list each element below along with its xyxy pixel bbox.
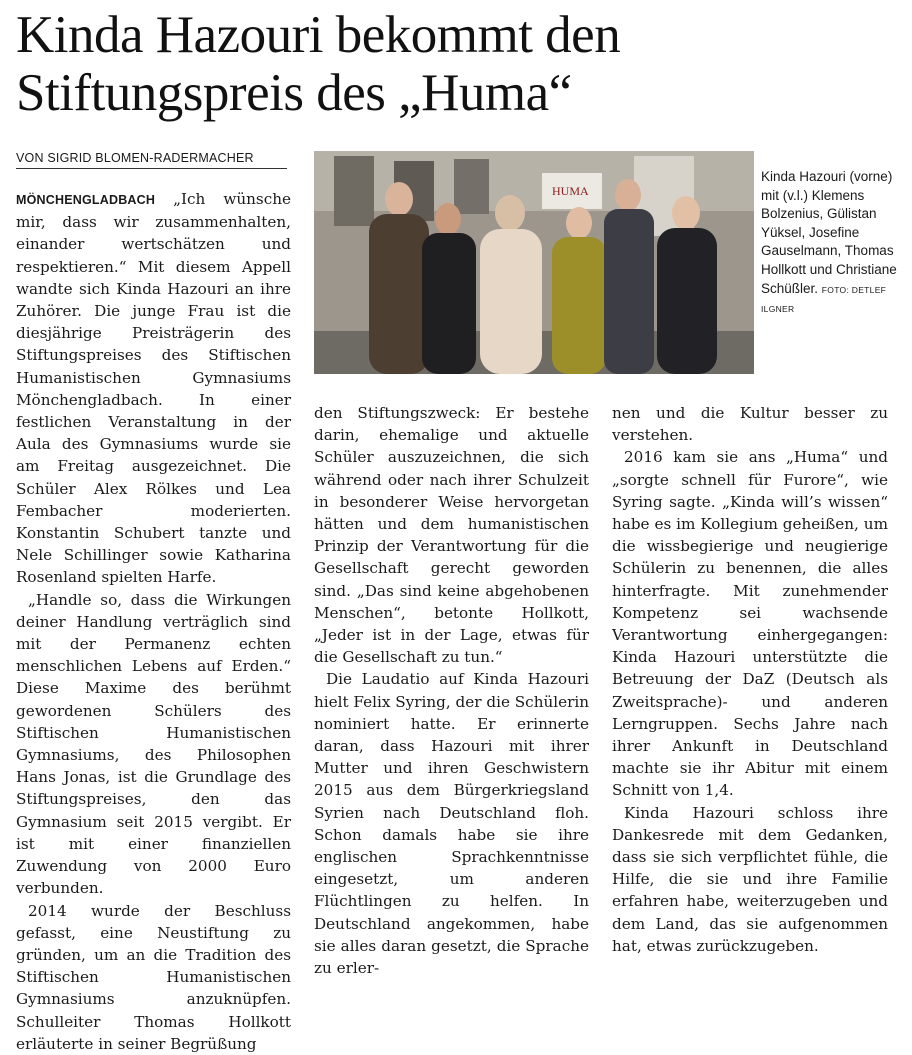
- paragraph-3-continued: den Stiftungszweck: Er bestehe darin, ehemalige und aktuelle Schüler auszuzeichnen, die sich während oder nach ihrer Schulzeit in besonderer Weise hervorgetan hätten und dem humanistischen Prinzip der Verantwortung für die Gesellschaft gerecht geworden sind. „Das sind keine abgehobenen Menschen“, betonte Hollkott, „Jeder ist in der Lage, etwas für die Gesellschaft zu tun.“: [314, 404, 589, 667]
- huma-sign: HUMA: [552, 184, 589, 198]
- headline: Kinda Hazouri bekommt den Stiftungspreis des „Huma“: [16, 6, 621, 122]
- photo-credit: FOTO: DETLEF ILGNER: [761, 284, 887, 315]
- paragraph-1: „Ich wünsche mir, dass wir zusammenhalten, einander wertschätzen und respektieren.“ Mit diesem Appell wandte sich Kinda Hazouri an ihre Zuhörer. Die junge Frau ist die diesjährige Preisträgerin des Stiftungspreises des Stiftischen Humanistischen Gymnasiums Mönchengladbach. In einer festlichen Veranstaltung in der Aula des Gymnasiums wurde sie am Freitag ausgezeichnet. Die Schüler Alex Rölkes und Lea Fembacher moderierten. Konstantin Schubert tanzte und Nele Schillinger sowie Katharina Rosenland spielten Harfe.: [16, 190, 291, 587]
- article-column-2: [314, 402, 589, 979]
- paragraph-6: Kinda Hazouri schloss ihre Dankesrede mit dem Gedanken, dass sie sich verpflichtet fühle, die Hilfe, die sie und ihre Familie erfahren habe, weiterzugeben und dem Land, das sie aufgenommen hat, etwas zurückzugeben.: [612, 803, 888, 955]
- photo-caption: [761, 168, 901, 319]
- paragraph-5: 2016 kam sie ans „Huma“ und „sorgte schnell für Furore“, wie Syring sagte. „Kinda will’s wissen“ habe es im Kollegium geheißen, um die wissbegierige und neugierige Schülerin zu benennen, die alles hinterfragte. Mit zunehmender Kompetenz sei wachsende Verantwortung einhergegangen: Kinda Hazouri unterstützte die Betreuung der DaZ (Deutsch als Zweitsprache)- und anderen Lerngruppen. Sechs Jahre nach ihrer Ankunft in Deutschland machte sie ihr Abitur mit einem Schnitt von 1,4.: [612, 448, 888, 800]
- byline: VON SIGRID BLOMEN-RADERMACHER: [16, 151, 287, 169]
- paragraph-4-start: Die Laudatio auf Kinda Hazouri hielt Felix Syring, der die Schülerin nominiert hatte. Er erinnerte daran, dass Hazouri mit ihrer Mutter und ihren Geschwistern 2015 aus dem Bürgerkriegsland Syrien nach Deutschland floh. Schon damals habe sie ihre englischen Sprachkenntnisse eingesetzt, um anderen Flüchtlingen zu helfen. In Deutschland angekommen, habe sie alles daran gesetzt, die Sprache zu erler-: [314, 670, 589, 978]
- article-column-3: [612, 402, 888, 957]
- article-column-1: [16, 188, 291, 1055]
- paragraph-2: „Handle so, dass die Wirkungen deiner Handlung verträglich sind mit der Permanenz echten menschlichen Lebens auf Erden.“ Diese Maxime des berühmt gewordenen Schülers des Stiftischen Humanistischen Gymnasiums, des Philosophen Hans Jonas, ist die Grundlage des Stiftungspreises, den das Gymnasium seit 2015 vergibt. Er ist mit einer finanziellen Zuwendung von 2000 Euro verbunden.: [16, 590, 291, 898]
- paragraph-4-continued: nen und die Kultur besser zu verstehen.: [612, 404, 888, 445]
- paragraph-3-start: 2014 wurde der Beschluss gefasst, eine Neustiftung zu gründen, um an die Tradition des Stiftischen Humanistischen Gymnasiums anzuknüpfen. Schulleiter Thomas Hollkott erläuterte in seiner Begrüßung: [16, 901, 291, 1053]
- caption-text: Kinda Hazouri (vorne) mit (v.l.) Klemens Bolzenius, Gülistan Yüksel, Josefine Gauselmann, Thomas Hollkott und Christiane Schüßler.: [761, 169, 897, 296]
- group-photo: [314, 151, 754, 374]
- dateline: MÖNCHENGLADBACH: [16, 193, 156, 207]
